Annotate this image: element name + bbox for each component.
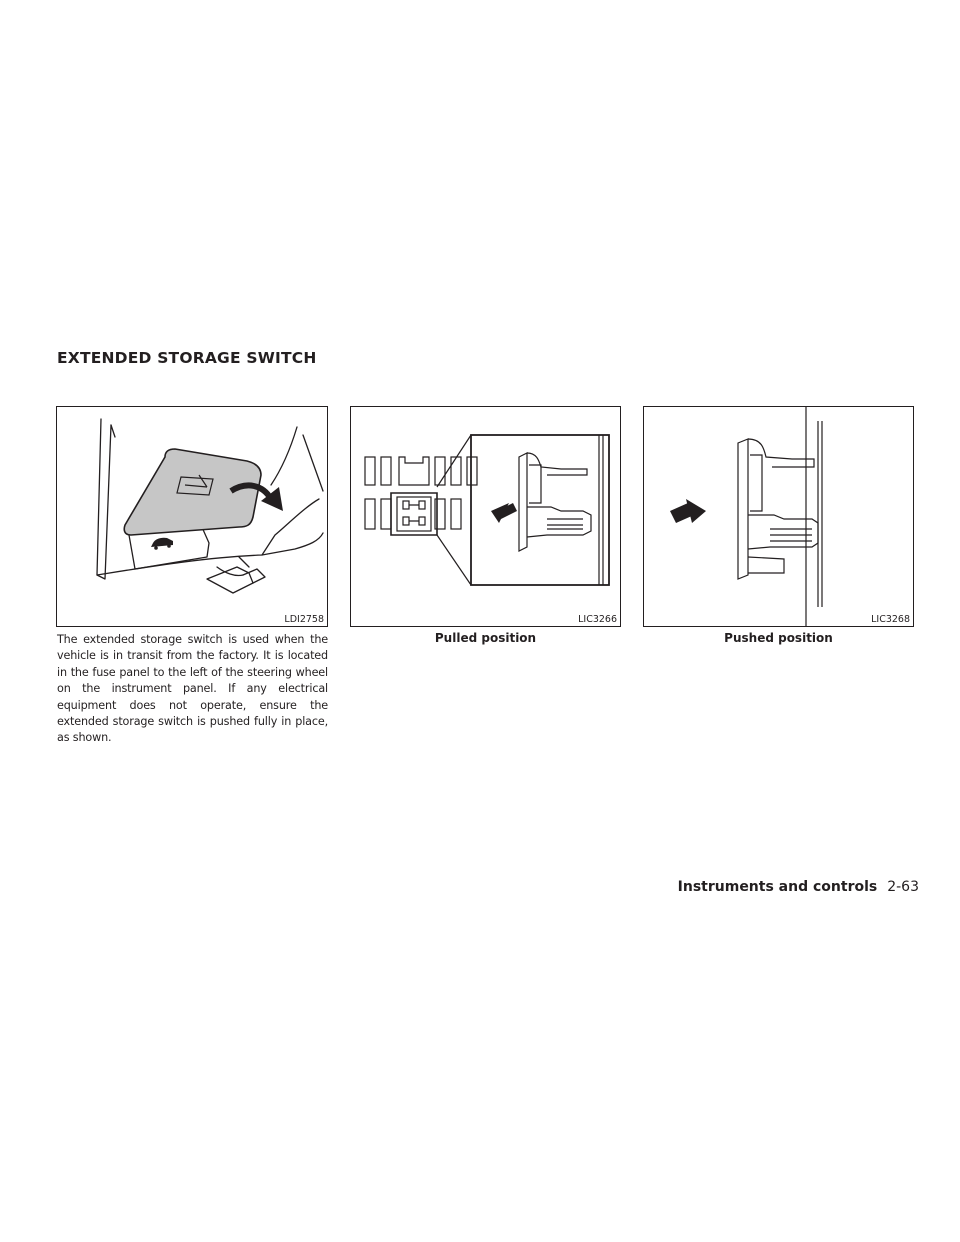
figure-code: LDI2758 <box>284 614 324 625</box>
section-title: EXTENDED STORAGE SWITCH <box>57 349 317 367</box>
page-footer <box>678 879 919 895</box>
figure-caption-pushed: Pushed position <box>724 631 833 645</box>
page-number: 2-63 <box>887 879 919 895</box>
footer-section-name: Instruments and controls <box>677 879 878 895</box>
body-paragraph: The extended storage switch is used when the vehicle is in transit from the factory. It is located in the fuse panel to the left of the steering wheel on the instrument panel. If any electrical equipment does not operate, ensure the extended storage switch is pushed fully in place, as shown. <box>57 633 328 745</box>
pushed-switch-illustration <box>644 407 914 627</box>
figure-code: LIC3266 <box>578 614 617 625</box>
figure-caption-pulled: Pulled position <box>434 631 537 645</box>
fuse-panel-illustration <box>57 407 328 627</box>
figure-fuse-panel-location <box>56 406 328 627</box>
figure-pushed-position <box>643 406 914 627</box>
figure-code: LIC3268 <box>871 614 910 625</box>
figure-pulled-position <box>350 406 621 627</box>
pulled-switch-illustration <box>351 407 621 627</box>
